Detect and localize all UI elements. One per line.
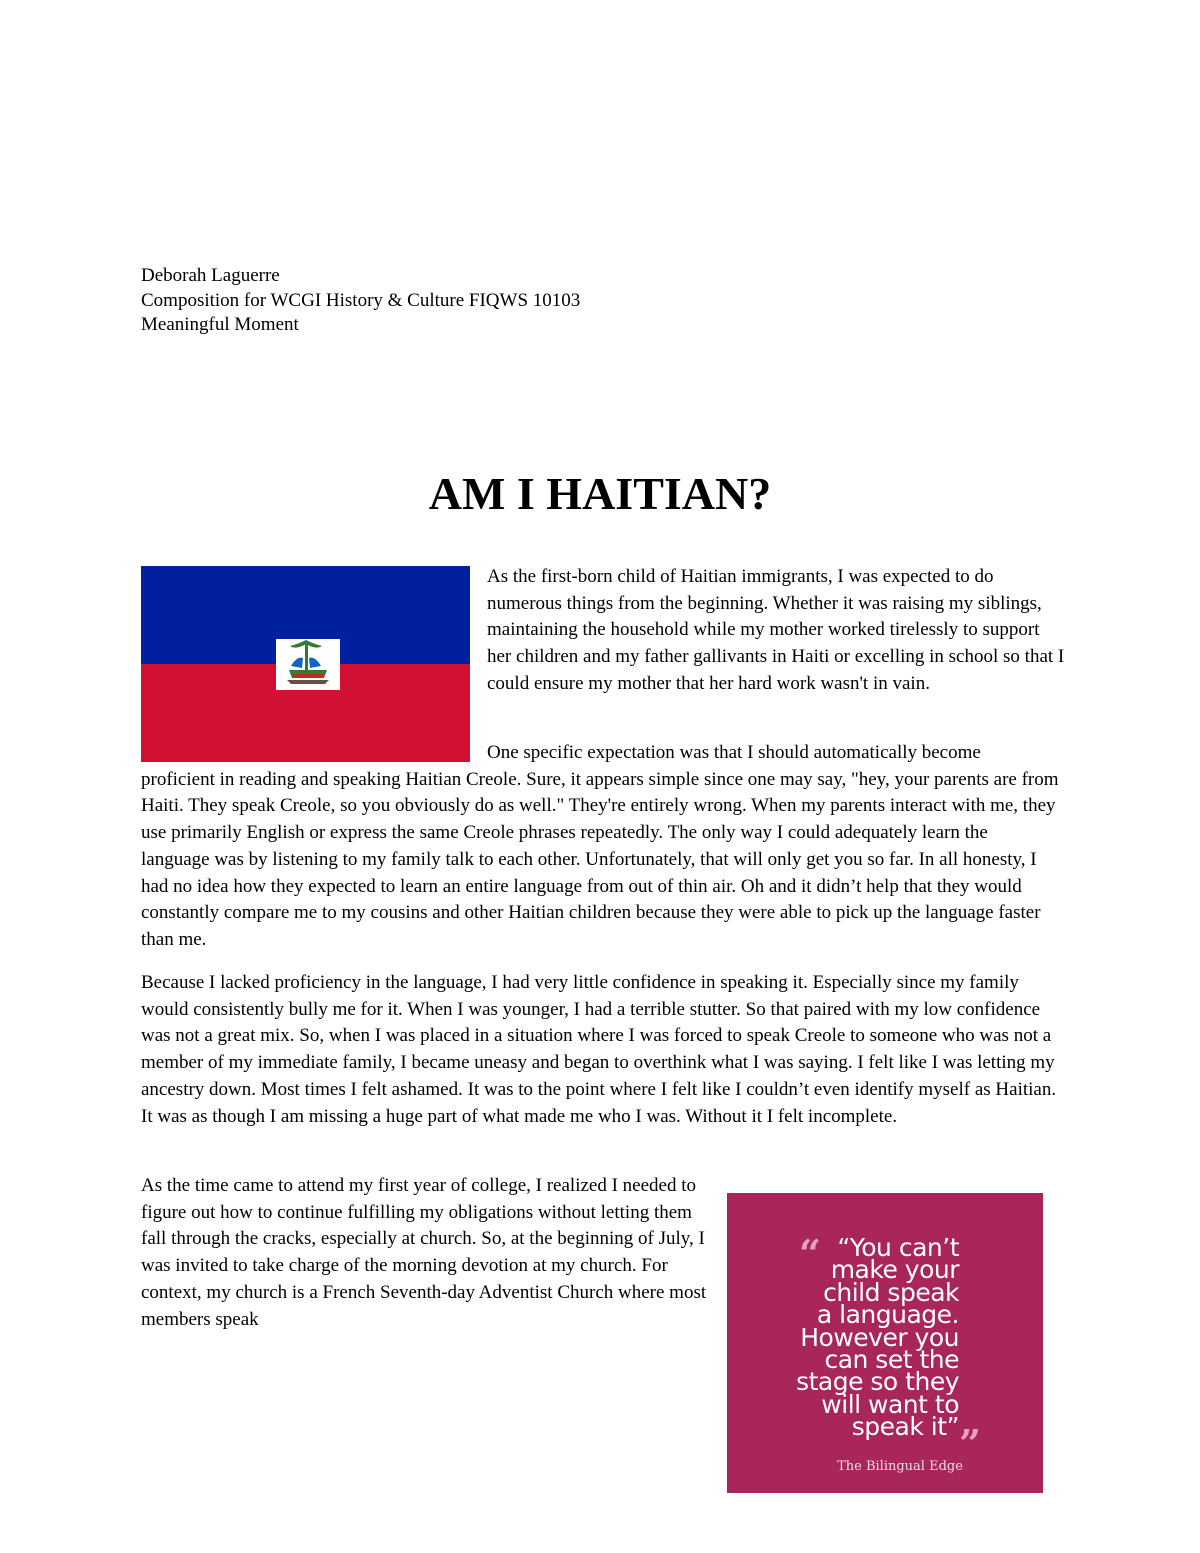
quote-line: stage so they (796, 1367, 959, 1397)
haiti-flag-image (141, 566, 470, 762)
document-header (141, 264, 580, 338)
quote-source: The Bilingual Edge (837, 1459, 963, 1474)
quote-line: child speak (823, 1277, 959, 1307)
author-name: Deborah Laguerre (141, 265, 280, 286)
quote-line: make your (830, 1255, 959, 1285)
paragraph-intro: As the first-born child of Haitian immigrants, I was expected to do numerous things from the beginning. Whether it was raising my siblings, maintaining the household while my mother worked tirelessly to support her children and my father gallivants in Haiti or excelling in school so that I could ensure my mother that her hard work wasn't in vain. (487, 566, 1065, 694)
quote-line: However you (800, 1322, 959, 1352)
quote-line: “You can’t (837, 1233, 959, 1262)
paragraph-college: As the time came to attend my first year of college, I realized I needed to figure out how to continue fulfilling my obligations without letting them fall through the cracks, especially at church. So, at the beginning of July, I was invited to take charge of the morning devotion at my church. For context, my church is a French Seventh-day Adventist Church where most members speak (141, 1175, 707, 1330)
essay-title: AM I HAITIAN? (428, 468, 772, 519)
paragraph-expectation-first-line: One specific expectation was that I should automatically become (487, 742, 981, 763)
quote-line: can set the (824, 1345, 959, 1375)
quote-text (739, 1231, 959, 1442)
quote-line: a language. (816, 1300, 959, 1330)
quote-line: will want to (821, 1389, 959, 1419)
course-name: Composition for WCGI History & Culture FIQWS 10103 (141, 289, 581, 311)
paragraph-expectation (141, 740, 1061, 954)
paragraph-confidence: Because I lacked proficiency in the language, I had very little confidence in speaking it. Especially since my family would consistently bully me for it. When I was younger, I had a terrible stutter. So that paired with my low confidence was not a great mix. So, when I was placed in a situation where I was forced to speak Creole to someone who was not a member of my immediate family, I became uneasy and began to overthink what I was saying. I felt like I was letting my ancestry down. Most times I felt ashamed. It was to the point where I felt like I couldn’t even identify myself as Haitian. It was as though I am missing a huge part of what made me who I was. Without it I felt incomplete. (141, 972, 1057, 1127)
quote-card (727, 1193, 1043, 1493)
close-quote-icon: ” (959, 1421, 981, 1466)
open-quote-icon: “ (799, 1231, 821, 1276)
paragraph-expectation-body: proficient in reading and speaking Haitian Creole. Sure, it appears simple since one may say, "hey, your parents are from Haiti. They speak Creole, so you obviously do as well." They're entirely wrong. When my parents interact with me, they use primarily English or express the same Creole phrases repeatedly. The only way I could adequately learn the language was by listening to my family talk to each other. Unfortunately, that will only get you so far. In all honesty, I had no idea how they expected to learn an entire language from out of thin air. Oh and it didn’t help that they would constantly compare me to my cousins and other Haitian children because they were able to pick up the language faster than me. (141, 768, 1059, 950)
haiti-flag-icon (141, 566, 470, 762)
quote-line: speak it” (851, 1412, 959, 1442)
assignment-name: Meaningful Moment (141, 314, 299, 335)
